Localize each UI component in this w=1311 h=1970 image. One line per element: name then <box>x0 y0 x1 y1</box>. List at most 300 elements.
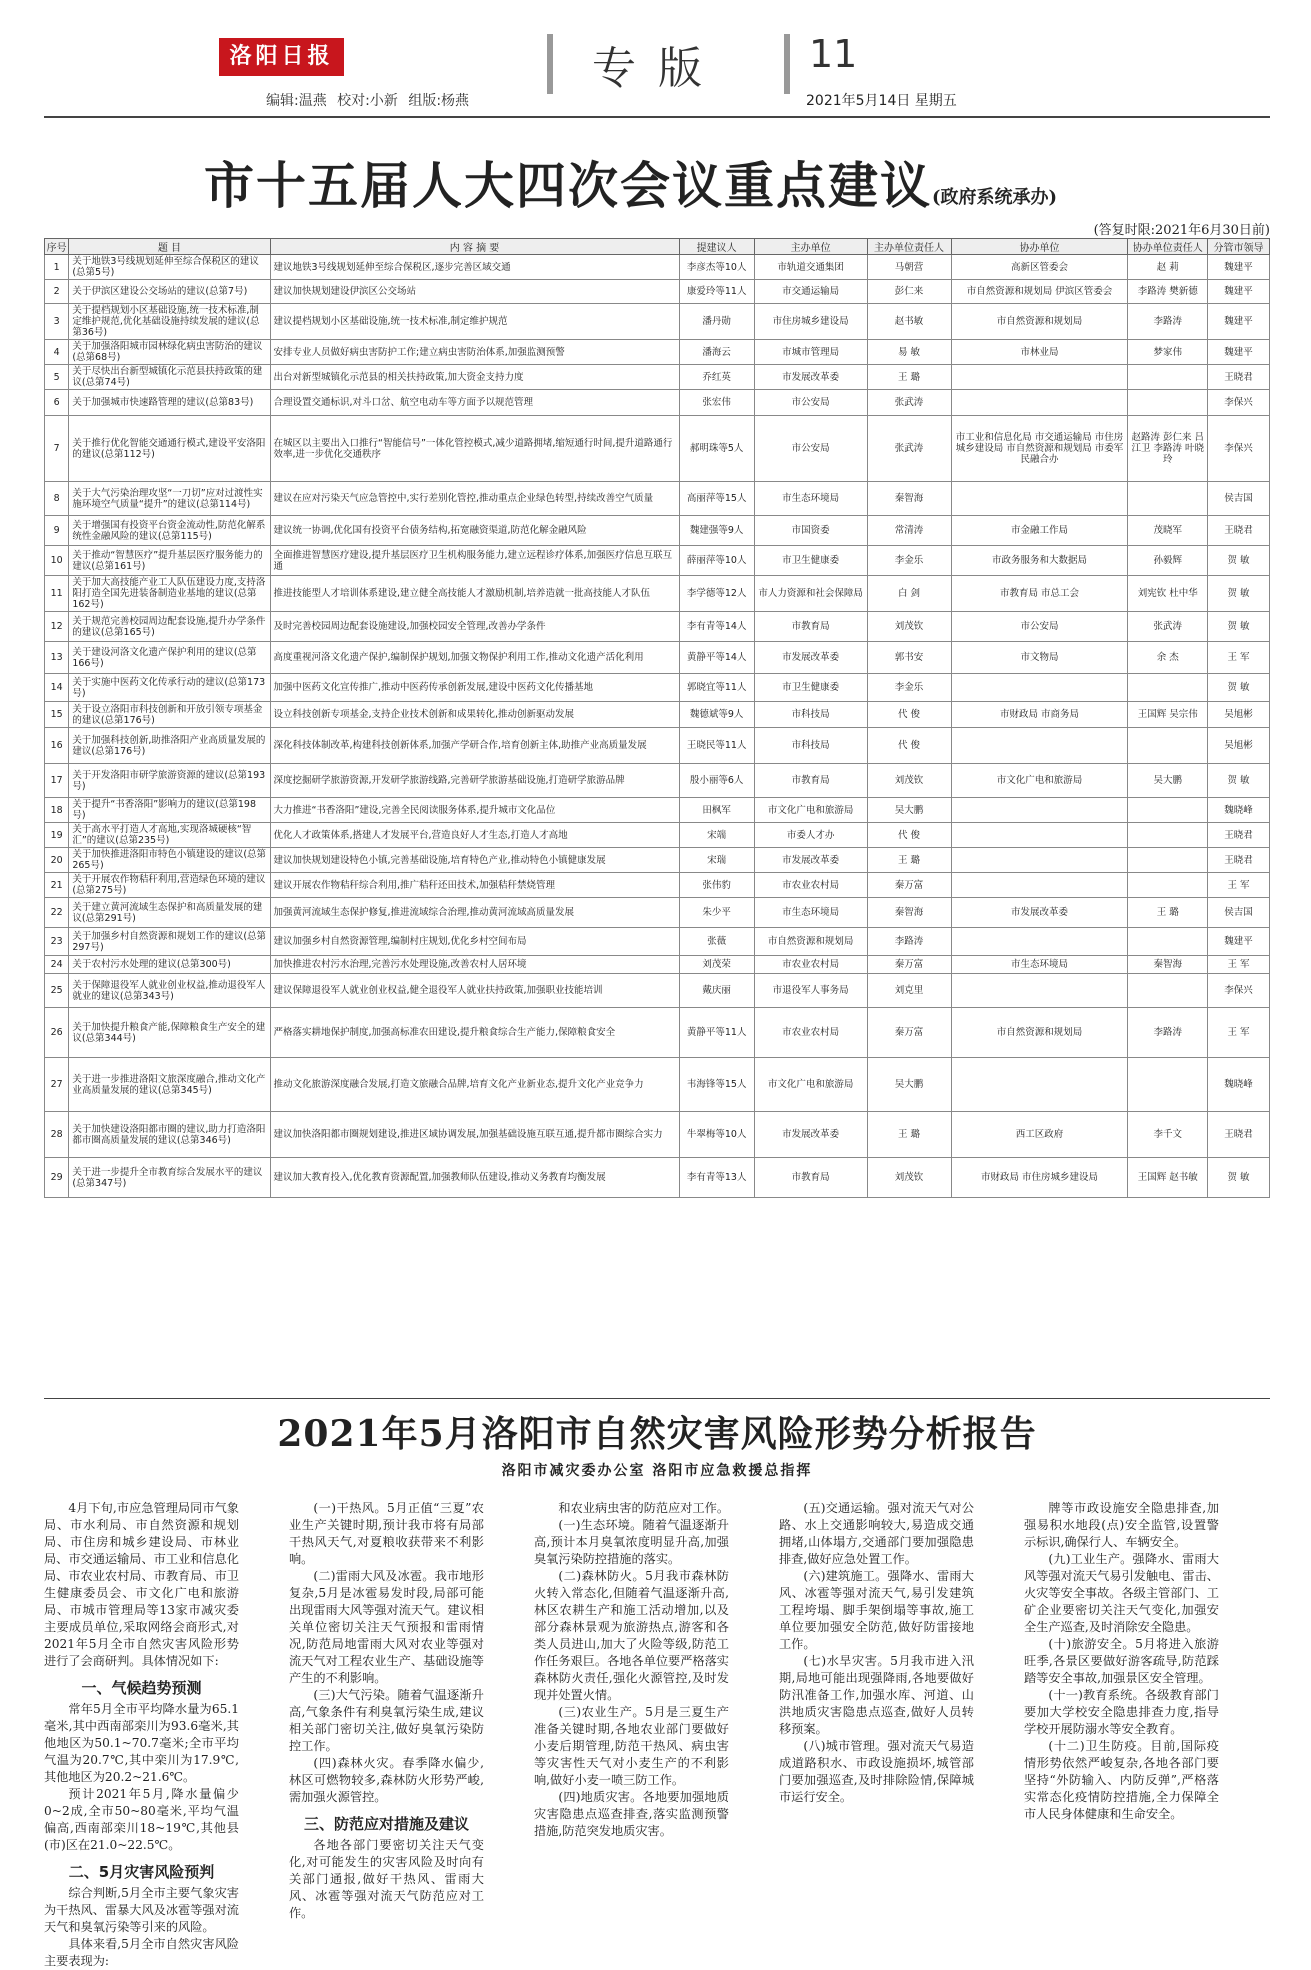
table-cell <box>951 798 1128 823</box>
table-row <box>45 728 1270 764</box>
table-cell: 韦海锋等15人 <box>679 1058 754 1112</box>
report-paragraph: 牌等市政设施安全隐患排查,加强易积水地段(点)安全监管,设置警示标识,确保行人、车辆安全。 <box>1024 1501 1219 1549</box>
column-header: 分管市领导 <box>1208 239 1270 255</box>
divider <box>784 34 790 94</box>
table-row <box>45 255 1270 280</box>
table-cell: 建议加强乡村自然资源管理,编制村庄规划,优化乡村空间布局 <box>270 928 679 956</box>
table-cell: 23 <box>45 928 69 956</box>
newspaper-page <box>44 20 1270 1968</box>
table-cell: 李保兴 <box>1208 416 1270 482</box>
deadline-note: (答复时限:2021年6月30日前) <box>1093 223 1270 238</box>
table-cell: 加强黄河流域生态保护修复,推进流域综合治理,推动黄河流域高质量发展 <box>270 898 679 928</box>
table-cell: 关于加快提升粮食产能,保障粮食生产安全的建议(总第344号) <box>69 1008 270 1058</box>
table-cell: 魏德斌等9人 <box>679 702 754 728</box>
report-paragraph: 和农业病虫害的防范应对工作。 <box>558 1501 730 1515</box>
table-cell: 李路涛 樊新德 <box>1128 280 1208 304</box>
report-subheading: 三、防范应对措施及建议 <box>303 1815 469 1833</box>
table-cell: 王 璐 <box>867 848 951 873</box>
table-cell: 关于开发洛阳市研学旅游资源的建议(总第193号) <box>69 764 270 798</box>
table-cell: 建议保障退役军人就业创业权益,健全退役军人就业扶持政策,加强职业技能培训 <box>270 974 679 1008</box>
table-cell: 李保兴 <box>1208 390 1270 416</box>
table-cell: 关于进一步推进洛阳文旅深度融合,推动文化产业高质量发展的建议(总第345号) <box>69 1058 270 1112</box>
table-cell: 常清涛 <box>867 516 951 546</box>
table-cell: 刘克里 <box>867 974 951 1008</box>
table-cell: 严格落实耕地保护制度,加强高标准农田建设,提升粮食综合生产能力,保障粮食安全 <box>270 1008 679 1058</box>
table-cell: 安排专业人员做好病虫害防护工作;建立病虫害防治体系,加强监测预警 <box>270 340 679 365</box>
table-cell: 侯吉国 <box>1208 482 1270 516</box>
table-cell: 市生态环境局 <box>951 956 1128 974</box>
table-cell: 建议开展农作物秸秆综合利用,推广秸秆还田技术,加强秸秆禁烧管理 <box>270 873 679 898</box>
table-cell: 吴大鹏 <box>1128 764 1208 798</box>
table-row <box>45 848 1270 873</box>
table-row <box>45 280 1270 304</box>
divider <box>547 34 553 94</box>
table-cell: 合理设置交通标识,对斗口岔、航空电动车等方面予以规范管理 <box>270 390 679 416</box>
table-cell: 潘海云 <box>679 340 754 365</box>
table-cell: 3 <box>45 304 69 340</box>
table-cell: 全面推进智慧医疗建设,提升基层医疗卫生机构服务能力,建立远程诊疗体系,加强医疗信息互联互通 <box>270 546 679 576</box>
table-cell: 市卫生健康委 <box>754 674 867 702</box>
table-cell <box>951 848 1128 873</box>
table-cell: 乔红英 <box>679 365 754 390</box>
layout-editor: 组版:杨燕 <box>408 93 470 109</box>
table-cell: 建议地铁3号线规划延伸至综合保税区,逐步完善区域交通 <box>270 255 679 280</box>
table-cell: 刘茂钦 <box>867 612 951 642</box>
table-cell: 建议加大教育投入,优化教育资源配置,加强教师队伍建设,推动义务教育均衡发展 <box>270 1158 679 1198</box>
table-cell: 关于加强科技创新,助推洛阳产业高质量发展的建议(总第176号) <box>69 728 270 764</box>
column-header: 协办单位责任人 <box>1128 239 1208 255</box>
table-cell <box>1128 390 1208 416</box>
table-cell: 王国辉 赵书敏 <box>1128 1158 1208 1198</box>
table-cell: 李有青等14人 <box>679 612 754 642</box>
table-cell: 秦万富 <box>867 956 951 974</box>
report-paragraph: (九)工业生产。强降水、雷雨大风等强对流天气易引发触电、雷击、火灾等安全事故。各级主管部门、工矿企业要密切关注天气变化,加强安全生产巡查,及时消除安全隐患。 <box>1024 1552 1219 1634</box>
table-row <box>45 1008 1270 1058</box>
table-cell <box>1128 974 1208 1008</box>
report-paragraph: (四)森林火灾。春季降水偏少,林区可燃物较多,森林防火形势严峻,需加强火源管控。 <box>289 1756 484 1804</box>
table-cell: 市农业农村局 <box>754 1008 867 1058</box>
table-cell: 贺 敏 <box>1208 576 1270 612</box>
column-header: 主办单位责任人 <box>867 239 951 255</box>
table-cell: 侯吉国 <box>1208 898 1270 928</box>
table-cell: 24 <box>45 956 69 974</box>
table-cell: 王晓君 <box>1208 1112 1270 1158</box>
table-cell: 深度挖掘研学旅游资源,开发研学旅游线路,完善研学旅游基础设施,打造研学旅游品牌 <box>270 764 679 798</box>
table-cell: 市卫生健康委 <box>754 546 867 576</box>
table-cell: 魏建强等9人 <box>679 516 754 546</box>
column-header: 序号 <box>45 239 69 255</box>
headline-note: (政府系统承办) <box>932 187 1058 208</box>
table-cell: 大力推进“书香洛阳”建设,完善全民阅读服务体系,提升城市文化品位 <box>270 798 679 823</box>
report-paragraph: (二)森林防火。5月我市森林防火转入常态化,但随着气温逐渐升高,林区农耕生产和施工活动增加,以及部分森林景观为旅游热点,游客和各类人员进山,加大了火险等级,防范工作任务艰巨。各地各单位要严格落实森林防火责任,强化火源管控,及时发现并处置火情。 <box>534 1569 729 1702</box>
section-title: 专版 <box>592 43 724 94</box>
report-paragraph: 综合判断,5月全市主要气象灾害为干热风、雷暴大风及冰雹等强对流天气和臭氧污染等引来的风险。 <box>44 1886 239 1934</box>
report-body <box>44 1500 1270 1968</box>
table-cell: 王晓君 <box>1208 823 1270 848</box>
report-subheading: 二、5月灾害风险预判 <box>68 1863 215 1881</box>
column-header: 提建议人 <box>679 239 754 255</box>
table-cell: 李千文 <box>1128 1112 1208 1158</box>
table-cell: 魏晓峰 <box>1208 1058 1270 1112</box>
table-cell: 市政务服务和大数据局 <box>951 546 1128 576</box>
table-cell: 市发展改革委 <box>754 365 867 390</box>
table-cell: 王 军 <box>1208 956 1270 974</box>
table-row <box>45 390 1270 416</box>
editor: 编辑:温燕 <box>266 93 327 109</box>
report-paragraph: (五)交通运输。强对流天气对公路、水上交通影响较大,易造成交通拥堵,山体塌方,交通部门要加强隐患排查,做好应急处置工作。 <box>779 1501 974 1566</box>
table-cell: 李有青等13人 <box>679 1158 754 1198</box>
table-cell: 张宏伟 <box>679 390 754 416</box>
table-cell: 王国辉 吴宗伟 <box>1128 702 1208 728</box>
table-cell: 市教育局 <box>754 612 867 642</box>
table-cell: 赵 莉 <box>1128 255 1208 280</box>
table-cell: 赵路涛 彭仁来 吕江卫 李路涛 叶晓玲 <box>1128 416 1208 482</box>
table-cell: 田枫军 <box>679 798 754 823</box>
column-header: 主办单位 <box>754 239 867 255</box>
report-paragraph: 具体来看,5月全市自然灾害风险主要表现为: <box>44 1937 239 1968</box>
table-cell: 关于伊滨区建设公交场站的建议(总第7号) <box>69 280 270 304</box>
table-cell: 高度重视河洛文化遗产保护,编制保护规划,加强文物保护利用工作,推动文化遗产活化利用 <box>270 642 679 674</box>
table-cell: 市交通运输局 <box>754 280 867 304</box>
table-cell: 18 <box>45 798 69 823</box>
table-cell: 20 <box>45 848 69 873</box>
table-cell: 市公安局 <box>754 390 867 416</box>
issue-date: 2021年5月14日 星期五 <box>806 93 957 109</box>
table-cell: 2 <box>45 280 69 304</box>
table-cell: 关于开展农作物秸秆利用,营造绿色环境的建议(总第275号) <box>69 873 270 898</box>
table-cell: 市发展改革委 <box>754 1112 867 1158</box>
report-paragraph: (四)地质灾害。各地要加强地质灾害隐患点巡查排查,落实监测预警措施,防范突发地质灾害。 <box>534 1790 729 1838</box>
table-row <box>45 798 1270 823</box>
table-cell: 魏晓峰 <box>1208 798 1270 823</box>
table-cell: 茂晓军 <box>1128 516 1208 546</box>
table-cell: 李学德等12人 <box>679 576 754 612</box>
table-cell: 秦智海 <box>1128 956 1208 974</box>
table-cell: 关于加快推进洛阳市特色小镇建设的建议(总第265号) <box>69 848 270 873</box>
table-cell: 关于设立洛阳市科技创新和开放引领专项基金的建议(总第176号) <box>69 702 270 728</box>
table-cell: 吴旭彬 <box>1208 728 1270 764</box>
table-cell: 关于进一步提升全市教育综合发展水平的建议(总第347号) <box>69 1158 270 1198</box>
table-cell: 在城区以主要出入口推行“智能信号”一体化管控模式,减少道路拥堵,缩短通行时间,提升道路通行效率,进一步优化交通秩序 <box>270 416 679 482</box>
table-row <box>45 365 1270 390</box>
table-cell: 市城市管理局 <box>754 340 867 365</box>
table-cell: 关于实施中医药文化传承行动的建议(总第173号) <box>69 674 270 702</box>
table-cell: 张武涛 <box>867 390 951 416</box>
report-column <box>534 1500 729 1900</box>
report-paragraph: (一)干热风。5月正值“三夏”农业生产关键时期,预计我市将有局部干热风天气,对夏粮收获带来不利影响。 <box>289 1501 484 1566</box>
report-paragraph: (六)建筑施工。强降水、雷雨大风、冰雹等强对流天气,易引发建筑工程垮塌、脚手架倒塌等事故,施工单位要加强安全防范,做好防雷接地工作。 <box>779 1569 974 1651</box>
table-cell: 29 <box>45 1158 69 1198</box>
table-cell: 张武涛 <box>867 416 951 482</box>
table-row <box>45 576 1270 612</box>
table-cell: 深化科技体制改革,构建科技创新体系,加强产学研合作,培育创新主体,助推产业高质量发展 <box>270 728 679 764</box>
table-cell: 16 <box>45 728 69 764</box>
report-column <box>1024 1500 1219 1900</box>
table-cell <box>1128 798 1208 823</box>
table-cell: 牛翠梅等10人 <box>679 1112 754 1158</box>
table-cell: 李彦杰等10人 <box>679 255 754 280</box>
table-cell <box>1128 848 1208 873</box>
table-cell: 王晓君 <box>1208 848 1270 873</box>
table-cell: 6 <box>45 390 69 416</box>
table-cell: 市委人才办 <box>754 823 867 848</box>
table-cell: 关于地铁3号线规划延伸至综合保税区的建议(总第5号) <box>69 255 270 280</box>
table-cell: 推进技能型人才培训体系建设,建立健全高技能人才激励机制,培养造就一批高技能人才队伍 <box>270 576 679 612</box>
table-cell: 17 <box>45 764 69 798</box>
table-cell: 26 <box>45 1008 69 1058</box>
table-cell: 康爱玲等11人 <box>679 280 754 304</box>
table-cell: 李保兴 <box>1208 974 1270 1008</box>
table-cell: 关于保障退役军人就业创业权益,推动退役军人就业的建议(总第343号) <box>69 974 270 1008</box>
table-row <box>45 1112 1270 1158</box>
table-row <box>45 974 1270 1008</box>
table-cell: 市金融工作局 <box>951 516 1128 546</box>
table-row <box>45 702 1270 728</box>
table-cell: 张伟豹 <box>679 873 754 898</box>
report-paragraph: (三)大气污染。随着气温逐渐升高,气象条件有利臭氧污染生成,建议相关部门密切关注,做好臭氧污染防控工作。 <box>289 1688 484 1753</box>
table-cell: 5 <box>45 365 69 390</box>
table-cell: 10 <box>45 546 69 576</box>
table-cell: 关于高水平打造人才高地,实现洛城硬核“智汇”的建议(总第235号) <box>69 823 270 848</box>
column-header: 协办单位 <box>951 239 1128 255</box>
table-cell: 市财政局 市商务局 <box>951 702 1128 728</box>
table-cell: 关于规范完善校园周边配套设施,提升办学条件的建议(总第165号) <box>69 612 270 642</box>
table-cell: 市退役军人事务局 <box>754 974 867 1008</box>
table-cell: 秦万富 <box>867 1008 951 1058</box>
table-row <box>45 674 1270 702</box>
table-cell: 推动文化旅游深度融合发展,打造文旅融合品牌,培育文化产业新业态,提升文化产业竞争力 <box>270 1058 679 1112</box>
column-header: 题 目 <box>69 239 270 255</box>
table-row <box>45 873 1270 898</box>
newspaper-logo: 洛阳日报 <box>219 38 344 76</box>
report-column <box>289 1500 484 1920</box>
table-cell: 刘宪钦 杜中华 <box>1128 576 1208 612</box>
table-cell: 郭书安 <box>867 642 951 674</box>
table-cell: 出台对新型城镇化示范县的相关扶持政策,加大资金支持力度 <box>270 365 679 390</box>
table-row <box>45 340 1270 365</box>
table-cell: 郭晓宜等11人 <box>679 674 754 702</box>
table-cell: 关于加大高技能产业工人队伍建设力度,支持洛阳打造全国先进装备制造业基地的建议(总第162号) <box>69 576 270 612</box>
masthead-rule <box>44 116 1270 118</box>
table-cell <box>1128 674 1208 702</box>
table-cell: 市文化广电和旅游局 <box>754 798 867 823</box>
table-cell: 市教育局 <box>754 764 867 798</box>
table-cell <box>951 728 1128 764</box>
table-cell: 王 璐 <box>1128 898 1208 928</box>
table-row <box>45 482 1270 516</box>
table-cell: 关于农村污水处理的建议(总第300号) <box>69 956 270 974</box>
table-cell: 殷小丽等6人 <box>679 764 754 798</box>
report-paragraph: 预计2021年5月,降水量偏少0~2成,全市50~80毫米,平均气温偏高,西南部栾川18~19℃,其他县(市)区在21.0~22.5℃。 <box>44 1787 239 1852</box>
table-cell: 潘丹勋 <box>679 304 754 340</box>
table-cell: 黄静平等14人 <box>679 642 754 674</box>
table-cell: 市住房城乡建设局 <box>754 304 867 340</box>
section-rule <box>44 1398 1270 1399</box>
table-cell: 关于尽快出台新型城镇化示范县扶持政策的建议(总第74号) <box>69 365 270 390</box>
table-cell: 市文化广电和旅游局 <box>754 1058 867 1112</box>
table-cell: 关于提档规划小区基础设施,统一技术标准,制定维护规范,优化基础设施持续发展的建议(总第36号) <box>69 304 270 340</box>
table-cell: 薛丽萍等10人 <box>679 546 754 576</box>
table-cell: 魏建平 <box>1208 255 1270 280</box>
table-cell <box>951 674 1128 702</box>
column-header: 内 容 摘 要 <box>270 239 679 255</box>
table-cell: 马朝营 <box>867 255 951 280</box>
table-cell: 关于建设河洛文化遗产保护利用的建议(总第166号) <box>69 642 270 674</box>
table-cell: 朱少平 <box>679 898 754 928</box>
table-cell: 吴大鹏 <box>867 1058 951 1112</box>
table-cell: 贺 敏 <box>1208 546 1270 576</box>
table-cell <box>951 873 1128 898</box>
table-row <box>45 546 1270 576</box>
table-row <box>45 1058 1270 1112</box>
table-cell: 魏建平 <box>1208 340 1270 365</box>
report-byline: 洛阳市减灾委办公室 洛阳市应急救援总指挥 <box>501 1463 813 1479</box>
table-cell <box>951 974 1128 1008</box>
table-cell: 王 璐 <box>867 365 951 390</box>
table-cell: 市发展改革委 <box>754 642 867 674</box>
table-cell: 余 杰 <box>1128 642 1208 674</box>
table-cell: 建议加快规划建设特色小镇,完善基础设施,培育特色产业,推动特色小镇健康发展 <box>270 848 679 873</box>
table-cell: 秦智海 <box>867 898 951 928</box>
table-cell: 市自然资源和规划局 <box>754 928 867 956</box>
table-cell: 27 <box>45 1058 69 1112</box>
table-row <box>45 956 1270 974</box>
headline: 市十五届人大四次会议重点建议(政府系统承办) <box>204 156 1058 215</box>
report-column <box>779 1500 974 1900</box>
report-paragraph: (三)农业生产。5月是三夏生产准备关键时期,各地农业部门要做好小麦后期管理,防范干热风、病虫害等灾害性天气对小麦生产的不利影响,做好小麦一喷三防工作。 <box>534 1705 729 1787</box>
table-cell: 黄静平等11人 <box>679 1008 754 1058</box>
table-cell: 市文物局 <box>951 642 1128 674</box>
table-cell: 吴旭彬 <box>1208 702 1270 728</box>
table-cell: 市农业农村局 <box>754 873 867 898</box>
masthead <box>44 20 1270 120</box>
report-paragraph: (十)旅游安全。5月将进入旅游旺季,各景区要做好游客疏导,防范踩踏等安全事故,加强景区安全管理。 <box>1024 1637 1219 1685</box>
table-cell: 市财政局 市住房城乡建设局 <box>951 1158 1128 1198</box>
report-paragraph: 常年5月全市平均降水量为65.1毫米,其中西南部栾川为93.6毫米,其他地区为50.1~70.7毫米;全市平均气温为20.7℃,其中栾川为17.9℃,其他地区为20.2~21.6℃。 <box>44 1702 239 1784</box>
table-cell: 李路涛 <box>1128 1008 1208 1058</box>
table-cell <box>1128 1058 1208 1112</box>
table-cell: 市发展改革委 <box>951 898 1128 928</box>
table-cell: 25 <box>45 974 69 1008</box>
report-column <box>44 1500 239 1968</box>
table-cell: 王晓君 <box>1208 516 1270 546</box>
table-cell <box>1128 823 1208 848</box>
table-cell: 13 <box>45 642 69 674</box>
table-cell <box>1128 928 1208 956</box>
table-row <box>45 1158 1270 1198</box>
report-paragraph: (八)城市管理。强对流天气易造成道路积水、市政设施损坏,城管部门要加强巡查,及时排除险情,保障城市运行安全。 <box>779 1739 974 1804</box>
table-cell: 28 <box>45 1112 69 1158</box>
table-cell: 彭仁来 <box>867 280 951 304</box>
table-cell: 秦智海 <box>867 482 951 516</box>
table-cell: 12 <box>45 612 69 642</box>
table-cell: 加强中医药文化宣传推广,推动中医药传承创新发展,建设中医药文化传播基地 <box>270 674 679 702</box>
table-row <box>45 416 1270 482</box>
table-cell: 市教育局 <box>754 1158 867 1198</box>
table-cell <box>951 1058 1128 1112</box>
table-cell: 14 <box>45 674 69 702</box>
table-cell: 市国资委 <box>754 516 867 546</box>
table-cell: 关于加快建设洛阳都市圈的建议,助力打造洛阳都市圈高质量发展的建议(总第346号) <box>69 1112 270 1158</box>
table-cell: 加快推进农村污水治理,完善污水处理设施,改善农村人居环境 <box>270 956 679 974</box>
table-cell: 高丽萍等15人 <box>679 482 754 516</box>
table-cell: 李路涛 <box>867 928 951 956</box>
table-cell <box>1128 873 1208 898</box>
table-cell: 白 剑 <box>867 576 951 612</box>
table-cell: 关于增强国有投资平台资金流动性,防范化解系统性金融风险的建议(总第115号) <box>69 516 270 546</box>
table-cell: 19 <box>45 823 69 848</box>
table-cell: 刘茂荣 <box>679 956 754 974</box>
table-cell: 市林业局 <box>951 340 1128 365</box>
table-row <box>45 764 1270 798</box>
table-cell <box>951 365 1128 390</box>
table-cell: 王晓君 <box>1208 365 1270 390</box>
table-cell: 市自然资源和规划局 <box>951 304 1128 340</box>
table-cell: 赵书敏 <box>867 304 951 340</box>
table-cell: 4 <box>45 340 69 365</box>
page-number: 11 <box>809 32 858 76</box>
table-cell: 21 <box>45 873 69 898</box>
table-cell: 设立科技创新专项基金,支持企业技术创新和成果转化,推动创新驱动发展 <box>270 702 679 728</box>
table-cell <box>1128 482 1208 516</box>
table-row <box>45 642 1270 674</box>
table-cell: 市轨道交通集团 <box>754 255 867 280</box>
table-cell: 市发展改革委 <box>754 848 867 873</box>
table-row <box>45 928 1270 956</box>
table-cell: 王 军 <box>1208 642 1270 674</box>
table-cell <box>951 928 1128 956</box>
table-cell <box>951 482 1128 516</box>
table-cell: 魏建平 <box>1208 928 1270 956</box>
table-cell: 易 敏 <box>867 340 951 365</box>
table-row <box>45 898 1270 928</box>
table-cell: 市公安局 <box>754 416 867 482</box>
table-cell: 1 <box>45 255 69 280</box>
table-cell: 宋瑞 <box>679 848 754 873</box>
table-cell: 王 璐 <box>867 1112 951 1158</box>
table-cell: 梦家伟 <box>1128 340 1208 365</box>
table-cell: 关于建立黄河流域生态保护和高质量发展的建议(总第291号) <box>69 898 270 928</box>
table-cell: 市教育局 市总工会 <box>951 576 1128 612</box>
report-paragraph: (十二)卫生防疫。目前,国际疫情形势依然严峻复杂,各地各部门要坚持“外防输入、内防反弹”,严格落实常态化疫情防控措施,全力保障全市人民身体健康和生命安全。 <box>1024 1739 1219 1821</box>
table-cell: 秦万富 <box>867 873 951 898</box>
table-cell: 魏建平 <box>1208 280 1270 304</box>
table-cell: 宋端 <box>679 823 754 848</box>
table-cell: 市农业农村局 <box>754 956 867 974</box>
table-cell: 西工区政府 <box>951 1112 1128 1158</box>
table-cell: 关于加强城市快速路管理的建议(总第83号) <box>69 390 270 416</box>
report-title: 2021年5月洛阳市自然灾害风险形势分析报告 <box>277 1413 1037 1455</box>
table-cell: 22 <box>45 898 69 928</box>
table-cell: 戴庆丽 <box>679 974 754 1008</box>
table-cell: 市生态环境局 <box>754 898 867 928</box>
table-cell: 建议加快洛阳都市圈规划建设,推进区域协调发展,加强基础设施互联互通,提升都市圈综合实力 <box>270 1112 679 1158</box>
table-cell: 代 俊 <box>867 823 951 848</box>
table-row <box>45 516 1270 546</box>
table-cell: 郝明珠等5人 <box>679 416 754 482</box>
table-cell <box>1128 728 1208 764</box>
table-cell: 关于加强乡村自然资源和规划工作的建议(总第297号) <box>69 928 270 956</box>
report-paragraph: (一)生态环境。随着气温逐渐升高,预计本月臭氧浓度明显升高,加强臭氧污染防控措施的落实。 <box>534 1518 729 1566</box>
table-cell: 刘茂钦 <box>867 1158 951 1198</box>
table-cell: 关于推动“智慧医疗”提升基层医疗服务能力的建议(总第161号) <box>69 546 270 576</box>
table-cell: 市自然资源和规划局 <box>951 1008 1128 1058</box>
table-row <box>45 304 1270 340</box>
editor-credits <box>266 90 475 110</box>
table-cell: 9 <box>45 516 69 546</box>
table-row <box>45 612 1270 642</box>
table-cell: 建议提档规划小区基础设施,统一技术标准,制定维护规范 <box>270 304 679 340</box>
